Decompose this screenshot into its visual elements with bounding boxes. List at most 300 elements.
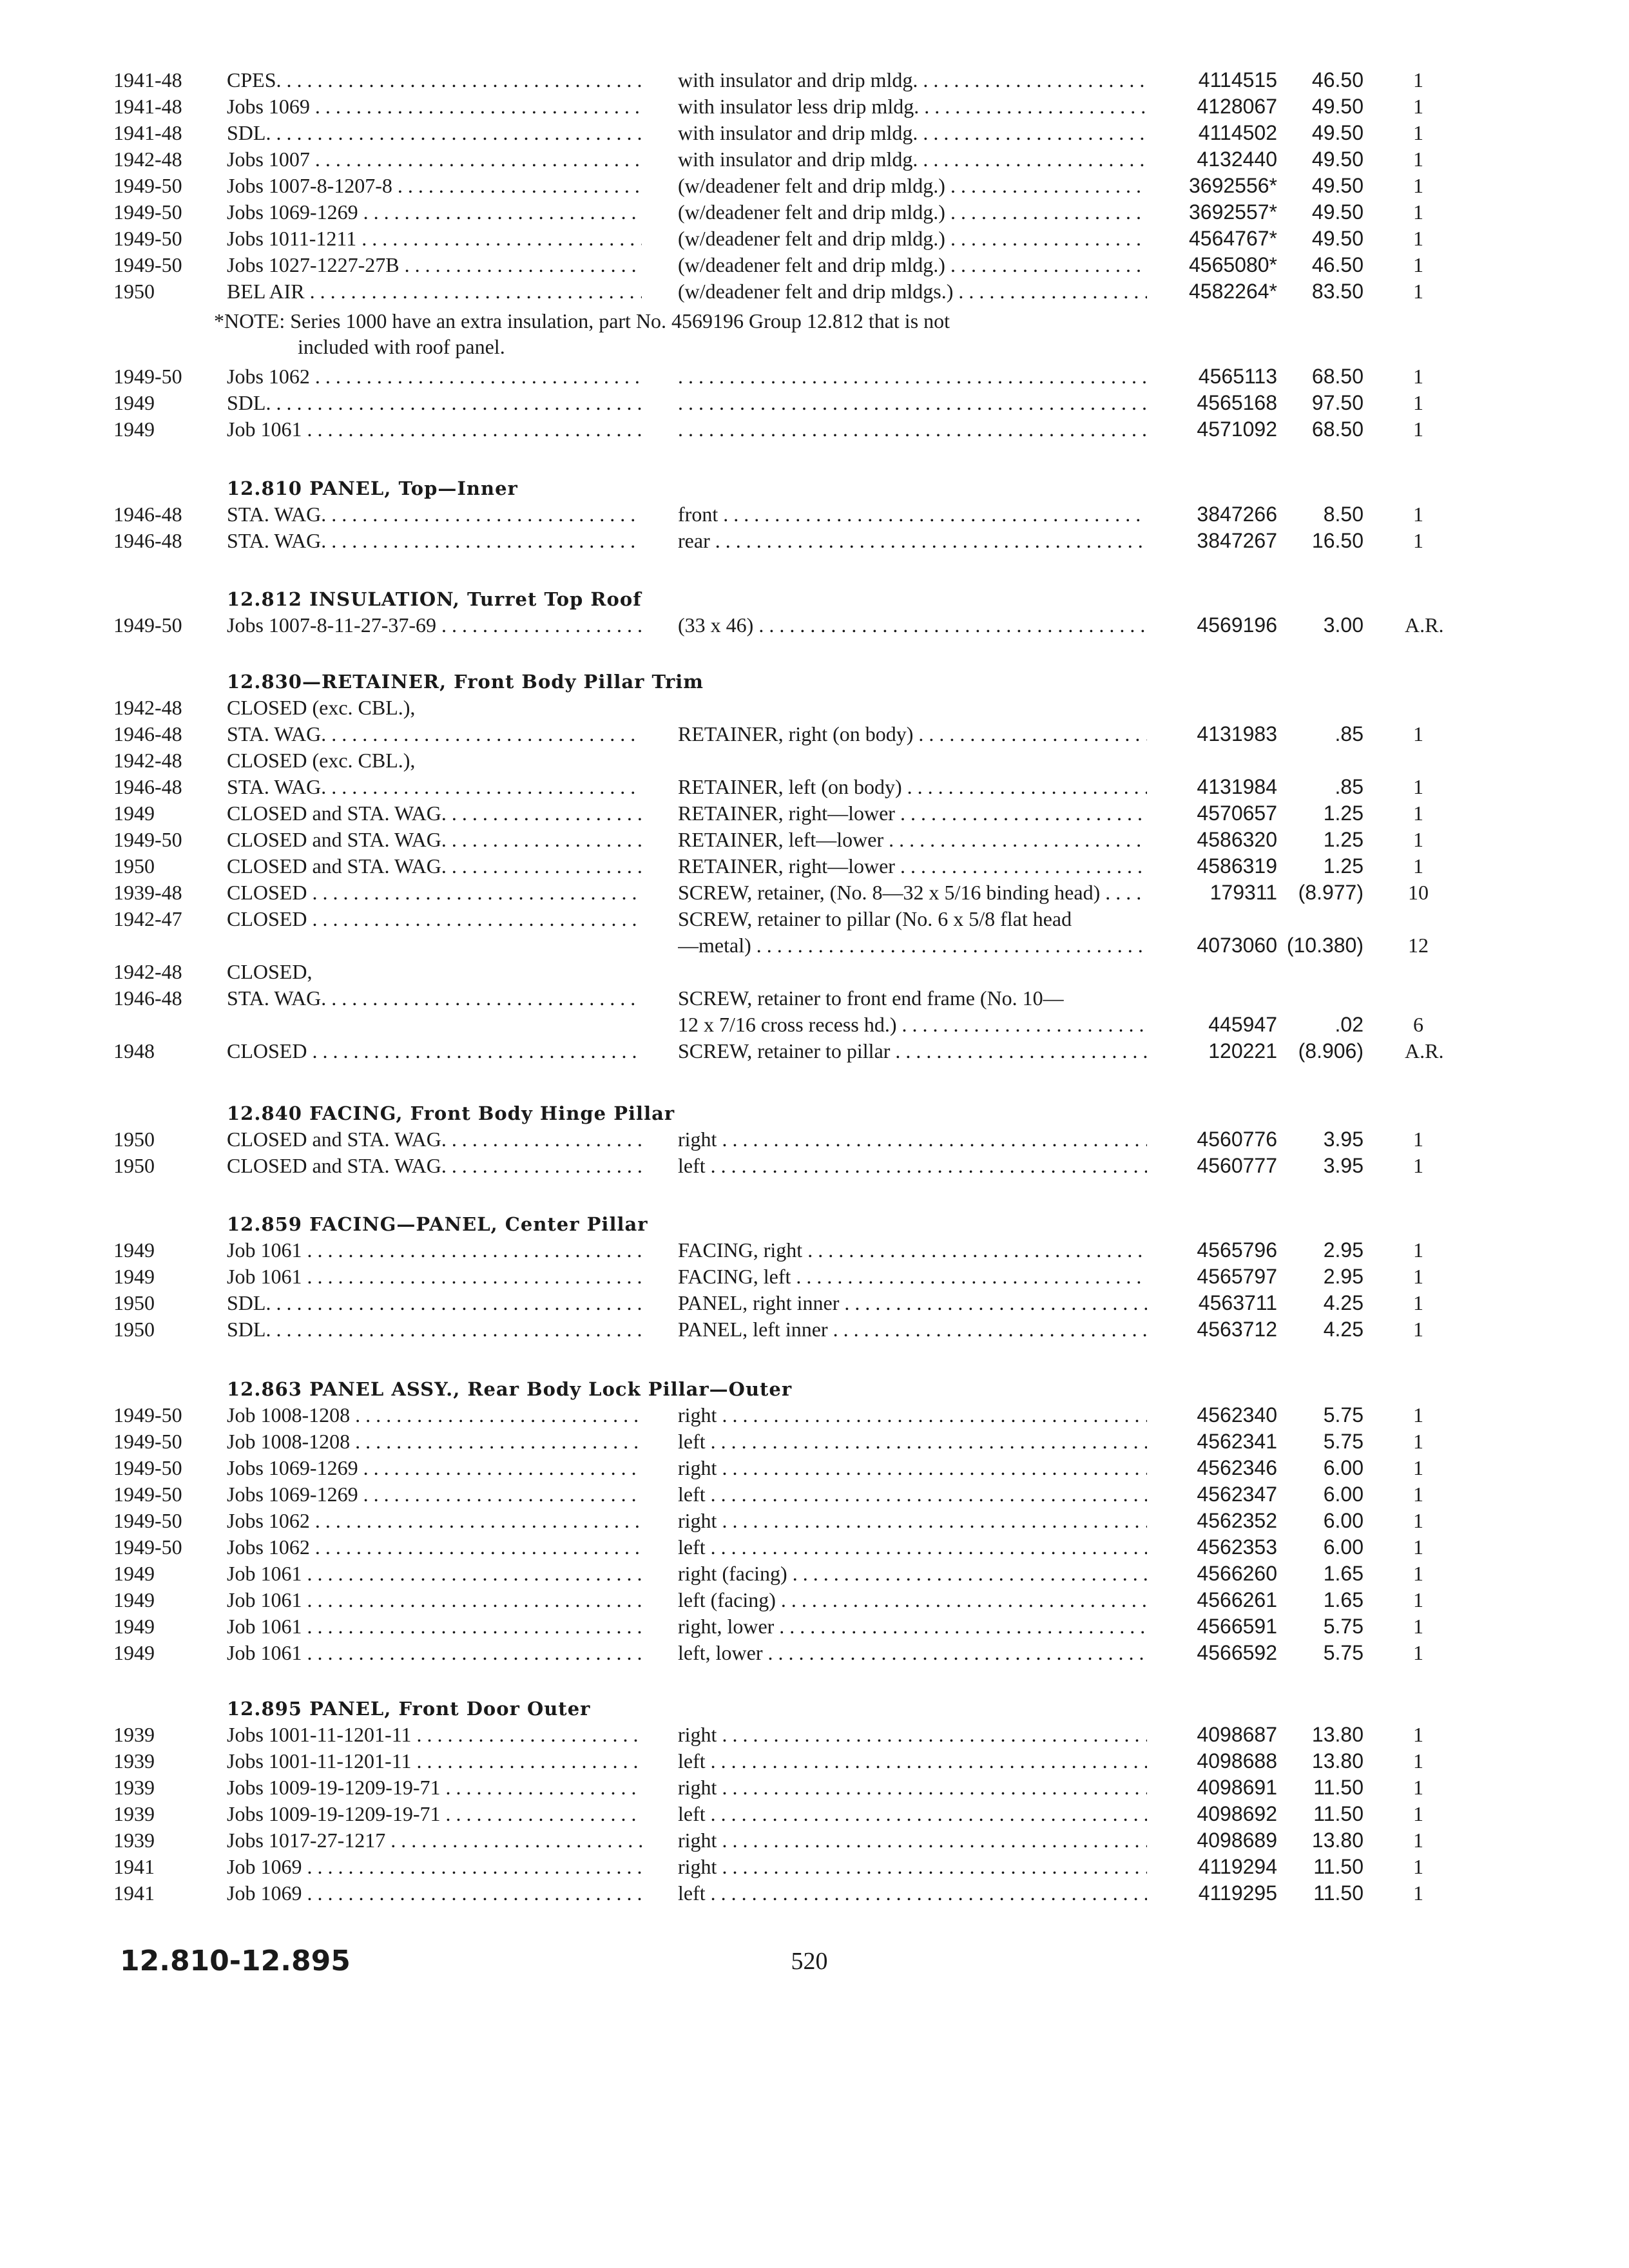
- row-quantity: 1: [1413, 280, 1423, 303]
- row-model: CLOSED and STA. WAG. . . .: [227, 800, 642, 826]
- row-year: 1939: [113, 1802, 155, 1825]
- row-description: right . . .: [678, 1126, 1147, 1152]
- row-description: PANEL, right inner . . .: [678, 1290, 1147, 1316]
- section-heading: 12.859 FACING—PANEL, Center Pillar: [227, 1213, 648, 1235]
- row-quantity: 1: [1413, 200, 1423, 224]
- row-model: STA. WAG. . . .: [227, 528, 642, 553]
- row-price: 1.25: [1323, 828, 1364, 851]
- row-quantity: 1: [1413, 174, 1423, 197]
- row-year: 1949-50: [113, 1456, 182, 1479]
- row-price: 11.50: [1313, 1855, 1364, 1878]
- row-price: 13.80: [1311, 1749, 1364, 1773]
- row-part-number: 4119294: [1198, 1855, 1277, 1878]
- row-description: RETAINER, right—lower . . .: [678, 800, 1147, 826]
- row-description: RETAINER, right—lower . . .: [678, 853, 1147, 879]
- row-year: 1946-48: [113, 503, 182, 526]
- row-price: (8.906): [1298, 1039, 1364, 1062]
- row-model: Job 1061 . . .: [227, 416, 642, 442]
- row-quantity: 6: [1413, 1013, 1423, 1036]
- row-part-number: 4560776: [1197, 1128, 1277, 1151]
- row-part-number: 4566592: [1197, 1641, 1277, 1664]
- row-price: .85: [1335, 722, 1364, 745]
- row-price: 5.75: [1323, 1615, 1364, 1638]
- row-part-number: 4565113: [1198, 365, 1277, 388]
- row-model: BEL AIR . . .: [227, 278, 642, 304]
- row-part-number: 4098687: [1197, 1723, 1277, 1746]
- row-quantity: 1: [1413, 1535, 1423, 1559]
- row-price: 4.25: [1323, 1318, 1364, 1341]
- row-model: CLOSED . . .: [227, 879, 642, 905]
- row-description: right . . .: [678, 1722, 1147, 1747]
- row-year: 1942-48: [113, 148, 182, 171]
- row-part-number: 4569196: [1197, 613, 1277, 637]
- row-year: 1949: [113, 1588, 155, 1611]
- row-model: CLOSED and STA. WAG. . . .: [227, 1126, 642, 1152]
- row-description: FACING, right . . .: [678, 1237, 1147, 1263]
- row-year: 1949: [113, 391, 155, 414]
- row-model: Jobs 1007 . . .: [227, 146, 642, 172]
- row-model: Jobs 1069-1269 . . .: [227, 1455, 642, 1481]
- row-quantity: A.R.: [1405, 613, 1444, 637]
- row-price: 11.50: [1313, 1776, 1364, 1799]
- row-model: Job 1069 . . .: [227, 1880, 642, 1906]
- row-model: Job 1061 . . .: [227, 1264, 642, 1289]
- row-price: 11.50: [1313, 1881, 1364, 1905]
- row-quantity: 1: [1413, 529, 1423, 552]
- row-price: 49.50: [1311, 121, 1364, 144]
- row-year: 1946-48: [113, 986, 182, 1010]
- row-quantity: 1: [1413, 1776, 1423, 1799]
- row-price: 13.80: [1311, 1829, 1364, 1852]
- row-description: right . . .: [678, 1402, 1147, 1428]
- section-heading: 12.895 PANEL, Front Door Outer: [227, 1698, 591, 1720]
- page-number: 520: [791, 1948, 828, 1975]
- row-price: 83.50: [1311, 280, 1364, 303]
- row-year: 1950: [113, 1154, 155, 1177]
- section-heading: 12.810 PANEL, Top—Inner: [227, 477, 518, 499]
- row-part-number: 3847266: [1197, 503, 1277, 526]
- row-year: 1950: [113, 280, 155, 303]
- row-model: Job 1008-1208 . . .: [227, 1428, 642, 1454]
- row-part-number: 4565168: [1197, 391, 1277, 414]
- row-price: 1.65: [1323, 1562, 1364, 1585]
- row-description: left . . .: [678, 1801, 1147, 1827]
- row-model: Jobs 1009-19-1209-19-71 . . .: [227, 1774, 642, 1800]
- row-model: Jobs 1009-19-1209-19-71 . . .: [227, 1801, 642, 1827]
- row-price: 49.50: [1311, 200, 1364, 224]
- row-part-number: 4098688: [1197, 1749, 1277, 1773]
- row-year: 1949-50: [113, 227, 182, 250]
- row-year: 1949: [113, 1265, 155, 1288]
- row-model: SDL. . . .: [227, 1316, 642, 1342]
- row-part-number: 4570657: [1197, 802, 1277, 825]
- row-year: 1949: [113, 1238, 155, 1262]
- row-model: Job 1069 . . .: [227, 1854, 642, 1879]
- row-part-number: 3847267: [1197, 529, 1277, 552]
- row-part-number: 445947: [1208, 1013, 1277, 1036]
- row-part-number: 4586319: [1197, 854, 1277, 878]
- row-description: left . . .: [678, 1534, 1147, 1560]
- row-quantity: 1: [1413, 1829, 1423, 1852]
- section-heading: 12.830—RETAINER, Front Body Pillar Trim: [227, 671, 704, 693]
- row-quantity: 1: [1413, 802, 1423, 825]
- row-quantity: 1: [1413, 1483, 1423, 1506]
- row-price: 11.50: [1313, 1802, 1364, 1825]
- row-part-number: 4565796: [1197, 1238, 1277, 1262]
- row-price: 13.80: [1311, 1723, 1364, 1746]
- row-price: 6.00: [1323, 1509, 1364, 1532]
- row-quantity: 1: [1413, 1749, 1423, 1773]
- row-description: —metal) . . .: [678, 932, 1147, 958]
- row-description: left (facing) . . .: [678, 1587, 1147, 1613]
- row-part-number: 4571092: [1197, 418, 1277, 441]
- row-quantity: 1: [1413, 1265, 1423, 1288]
- row-part-number: 4565080*: [1188, 253, 1277, 276]
- row-part-number: 4114515: [1198, 68, 1277, 91]
- row-model: CLOSED and STA. WAG. . . .: [227, 827, 642, 852]
- row-price: (10.380): [1286, 934, 1364, 957]
- row-description: left . . .: [678, 1428, 1147, 1454]
- row-year: 1942-47: [113, 907, 182, 930]
- row-price: 2.95: [1323, 1238, 1364, 1262]
- note-text-continued: included with roof panel.: [298, 335, 505, 358]
- row-price: 46.50: [1311, 68, 1364, 91]
- row-quantity: 1: [1413, 95, 1423, 118]
- row-year: 1949-50: [113, 253, 182, 276]
- row-price: 3.00: [1323, 613, 1364, 637]
- row-price: 68.50: [1311, 418, 1364, 441]
- row-description: right . . .: [678, 1854, 1147, 1879]
- row-quantity: 12: [1408, 934, 1429, 957]
- row-model: CLOSED (exc. CBL.),: [227, 749, 416, 772]
- row-year: 1949-50: [113, 1403, 182, 1427]
- row-quantity: 1: [1413, 1318, 1423, 1341]
- row-model: Jobs 1001-11-1201-11 . . .: [227, 1722, 642, 1747]
- row-part-number: 4098689: [1197, 1829, 1277, 1852]
- row-price: 68.50: [1311, 365, 1364, 388]
- row-description: rear . . .: [678, 528, 1147, 553]
- row-quantity: 1: [1413, 1802, 1423, 1825]
- row-quantity: 1: [1413, 1128, 1423, 1151]
- row-description: RETAINER, left—lower . . .: [678, 827, 1147, 852]
- row-year: 1941: [113, 1881, 155, 1905]
- row-model: Jobs 1069 . . .: [227, 93, 642, 119]
- row-price: (8.977): [1298, 881, 1364, 904]
- row-part-number: 4563711: [1198, 1291, 1277, 1314]
- row-price: 5.75: [1323, 1403, 1364, 1427]
- row-price: 6.00: [1323, 1456, 1364, 1479]
- row-quantity: 1: [1413, 1562, 1423, 1585]
- row-part-number: 4562347: [1197, 1483, 1277, 1506]
- row-quantity: 1: [1413, 775, 1423, 798]
- row-year: 1939: [113, 1829, 155, 1852]
- row-model: SDL. . . .: [227, 390, 642, 416]
- row-price: 6.00: [1323, 1483, 1364, 1506]
- row-description: (33 x 46) . . .: [678, 612, 1147, 638]
- row-model: SDL. . . .: [227, 1290, 642, 1316]
- row-part-number: 4562352: [1197, 1509, 1277, 1532]
- row-model: Jobs 1001-11-1201-11 . . .: [227, 1748, 642, 1774]
- row-model: STA. WAG. . . .: [227, 501, 642, 527]
- row-description: left, lower . . .: [678, 1640, 1147, 1666]
- row-model: STA. WAG. . . .: [227, 721, 642, 747]
- section-heading: 12.840 FACING, Front Body Hinge Pillar: [227, 1102, 675, 1124]
- row-price: 49.50: [1311, 95, 1364, 118]
- row-year: 1949-50: [113, 1483, 182, 1506]
- row-description: PANEL, left inner . . .: [678, 1316, 1147, 1342]
- row-quantity: 1: [1413, 1881, 1423, 1905]
- row-price: 3.95: [1323, 1154, 1364, 1177]
- row-model: CLOSED,: [227, 960, 313, 983]
- row-part-number: 4562340: [1197, 1403, 1277, 1427]
- row-price: 2.95: [1323, 1265, 1364, 1288]
- row-model: STA. WAG. . . .: [227, 774, 642, 800]
- row-description: (w/deadener felt and drip mldg.) . . .: [678, 199, 1147, 225]
- row-part-number: 4132440: [1197, 148, 1277, 171]
- row-description: with insulator and drip mldg. . . .: [678, 146, 1147, 172]
- row-model: STA. WAG. . . .: [227, 985, 642, 1011]
- row-description: left . . .: [678, 1748, 1147, 1774]
- row-quantity: 10: [1408, 881, 1429, 904]
- row-description: right . . .: [678, 1774, 1147, 1800]
- row-part-number: 3692556*: [1188, 174, 1277, 197]
- row-description: right . . .: [678, 1455, 1147, 1481]
- section-heading: 12.812 INSULATION, Turret Top Roof: [227, 588, 642, 610]
- row-year: 1949-50: [113, 174, 182, 197]
- row-quantity: 1: [1413, 227, 1423, 250]
- row-part-number: 4565797: [1197, 1265, 1277, 1288]
- row-price: .85: [1335, 775, 1364, 798]
- row-model: Jobs 1007-8-1207-8 . . .: [227, 173, 642, 198]
- row-model: Job 1061 . . .: [227, 1587, 642, 1613]
- row-year: 1946-48: [113, 722, 182, 745]
- row-quantity: 1: [1413, 1430, 1423, 1453]
- row-part-number: 4073060: [1197, 934, 1277, 957]
- row-model: CLOSED . . .: [227, 1038, 642, 1064]
- row-part-number: 120221: [1208, 1039, 1277, 1062]
- row-description: SCREW, retainer to pillar . . .: [678, 1038, 1147, 1064]
- row-part-number: 4131983: [1197, 722, 1277, 745]
- row-model: Jobs 1027-1227-27B . . .: [227, 252, 642, 278]
- row-price: 5.75: [1323, 1430, 1364, 1453]
- row-price: 1.25: [1323, 854, 1364, 878]
- row-model: Job 1008-1208 . . .: [227, 1402, 642, 1428]
- row-price: 49.50: [1311, 174, 1364, 197]
- row-part-number: 4562346: [1197, 1456, 1277, 1479]
- row-quantity: 1: [1413, 828, 1423, 851]
- row-part-number: 4566261: [1197, 1588, 1277, 1611]
- row-description: with insulator and drip mldg. . . .: [678, 120, 1147, 146]
- row-year: 1946-48: [113, 529, 182, 552]
- row-part-number: 4560777: [1197, 1154, 1277, 1177]
- row-part-number: 4582264*: [1188, 280, 1277, 303]
- row-year: 1949-50: [113, 365, 182, 388]
- row-quantity: 1: [1413, 121, 1423, 144]
- row-description: right (facing) . . .: [678, 1561, 1147, 1586]
- row-description: right . . .: [678, 1827, 1147, 1853]
- row-model: CLOSED (exc. CBL.),: [227, 696, 416, 719]
- row-quantity: 1: [1413, 1291, 1423, 1314]
- row-description: RETAINER, right (on body) . . .: [678, 721, 1147, 747]
- row-year: 1941-48: [113, 95, 182, 118]
- row-model: Job 1061 . . .: [227, 1561, 642, 1586]
- row-part-number: 4563712: [1197, 1318, 1277, 1341]
- row-part-number: 4098691: [1197, 1776, 1277, 1799]
- row-quantity: 1: [1413, 1615, 1423, 1638]
- row-description: (w/deadener felt and drip mldgs.) . . .: [678, 278, 1147, 304]
- row-year: 1949-50: [113, 613, 182, 637]
- row-year: 1949-50: [113, 1535, 182, 1559]
- note-text: *NOTE: Series 1000 have an extra insulation, part No. 4569196 Group 12.812 that is not: [214, 309, 950, 332]
- section-heading: 12.863 PANEL ASSY., Rear Body Lock Pillar—Outer: [227, 1378, 793, 1400]
- row-model: CLOSED and STA. WAG. . . .: [227, 1153, 642, 1178]
- row-year: 1941-48: [113, 68, 182, 91]
- row-description: right, lower . . .: [678, 1613, 1147, 1639]
- row-part-number: 4114502: [1198, 121, 1277, 144]
- row-price: 49.50: [1311, 227, 1364, 250]
- row-quantity: 1: [1413, 1238, 1423, 1262]
- row-model: Job 1061 . . .: [227, 1613, 642, 1639]
- row-part-number: 4131984: [1197, 775, 1277, 798]
- row-model: Jobs 1011-1211 . . .: [227, 226, 642, 251]
- row-year: 1941-48: [113, 121, 182, 144]
- row-model: Job 1061 . . .: [227, 1237, 642, 1263]
- row-description: (w/deadener felt and drip mldg.) . . .: [678, 173, 1147, 198]
- row-description: left . . .: [678, 1481, 1147, 1507]
- row-price: 8.50: [1323, 503, 1364, 526]
- row-year: 1939-48: [113, 881, 182, 904]
- row-part-number: 4128067: [1197, 95, 1277, 118]
- row-quantity: 1: [1413, 1723, 1423, 1746]
- row-year: 1942-48: [113, 749, 182, 772]
- row-description: SCREW, retainer to pillar (No. 6 x 5/8 flat head: [678, 907, 1072, 930]
- row-model: CLOSED and STA. WAG. . . .: [227, 853, 642, 879]
- row-part-number: 4098692: [1197, 1802, 1277, 1825]
- row-part-number: 179311: [1210, 881, 1277, 904]
- row-description: FACING, left . . .: [678, 1264, 1147, 1289]
- row-description: with insulator and drip mldg. . . .: [678, 67, 1147, 93]
- row-quantity: 1: [1413, 253, 1423, 276]
- row-description: SCREW, retainer to front end frame (No. 10—: [678, 986, 1064, 1010]
- row-year: 1942-48: [113, 960, 182, 983]
- row-model: Jobs 1062 . . .: [227, 363, 642, 389]
- row-year: 1949-50: [113, 1509, 182, 1532]
- row-quantity: 1: [1413, 418, 1423, 441]
- row-year: 1948: [113, 1039, 155, 1062]
- row-year: 1939: [113, 1723, 155, 1746]
- row-year: 1949: [113, 418, 155, 441]
- row-leader-dots: [678, 363, 1147, 389]
- row-description: with insulator less drip mldg. . . .: [678, 93, 1147, 119]
- row-year: 1950: [113, 1318, 155, 1341]
- row-quantity: 1: [1413, 1154, 1423, 1177]
- row-description: SCREW, retainer, (No. 8—32 x 5/16 binding head) . . .: [678, 879, 1147, 905]
- row-year: 1941: [113, 1855, 155, 1878]
- row-part-number: 4586320: [1197, 828, 1277, 851]
- page-range-label: 12.810-12.895: [120, 1945, 351, 1977]
- row-year: 1939: [113, 1749, 155, 1773]
- row-part-number: 4566260: [1197, 1562, 1277, 1585]
- row-quantity: 1: [1413, 854, 1423, 878]
- row-price: 97.50: [1311, 391, 1364, 414]
- row-part-number: 4562341: [1197, 1430, 1277, 1453]
- row-price: 46.50: [1311, 253, 1364, 276]
- row-part-number: 4564767*: [1188, 227, 1277, 250]
- row-year: 1949: [113, 802, 155, 825]
- row-year: 1950: [113, 854, 155, 878]
- row-quantity: 1: [1413, 1641, 1423, 1664]
- row-price: 1.65: [1323, 1588, 1364, 1611]
- row-price: 49.50: [1311, 148, 1364, 171]
- row-year: 1939: [113, 1776, 155, 1799]
- row-quantity: A.R.: [1405, 1039, 1444, 1062]
- row-year: 1949: [113, 1562, 155, 1585]
- row-year: 1946-48: [113, 775, 182, 798]
- row-model: SDL. . . .: [227, 120, 642, 146]
- row-model: Jobs 1069-1269 . . .: [227, 199, 642, 225]
- row-quantity: 1: [1413, 1403, 1423, 1427]
- row-quantity: 1: [1413, 391, 1423, 414]
- row-price: 1.25: [1323, 802, 1364, 825]
- row-quantity: 1: [1413, 365, 1423, 388]
- row-description: (w/deadener felt and drip mldg.) . . .: [678, 252, 1147, 278]
- row-price: .02: [1335, 1013, 1364, 1036]
- row-price: 16.50: [1311, 529, 1364, 552]
- row-description: (w/deadener felt and drip mldg.) . . .: [678, 226, 1147, 251]
- row-year: 1950: [113, 1291, 155, 1314]
- row-quantity: 1: [1413, 1509, 1423, 1532]
- row-year: 1949-50: [113, 1430, 182, 1453]
- row-model: CLOSED . . .: [227, 906, 642, 932]
- row-description: front . . .: [678, 501, 1147, 527]
- row-price: 3.95: [1323, 1128, 1364, 1151]
- row-part-number: 4119295: [1198, 1881, 1277, 1905]
- row-model: CPES. . . .: [227, 67, 642, 93]
- row-quantity: 1: [1413, 503, 1423, 526]
- row-description: left . . .: [678, 1153, 1147, 1178]
- row-model: Jobs 1062 . . .: [227, 1508, 642, 1533]
- row-leader-dots: [678, 416, 1147, 442]
- row-model: Job 1061 . . .: [227, 1640, 642, 1666]
- row-part-number: 4562353: [1197, 1535, 1277, 1559]
- row-model: Jobs 1017-27-1217 . . .: [227, 1827, 642, 1853]
- row-description: 12 x 7/16 cross recess hd.) . . .: [678, 1012, 1147, 1037]
- row-description: left . . .: [678, 1880, 1147, 1906]
- row-model: Jobs 1007-8-11-27-37-69 . . .: [227, 612, 642, 638]
- row-year: 1949-50: [113, 200, 182, 224]
- row-year: 1950: [113, 1128, 155, 1151]
- row-quantity: 1: [1413, 68, 1423, 91]
- row-description: RETAINER, left (on body) . . .: [678, 774, 1147, 800]
- row-quantity: 1: [1413, 1855, 1423, 1878]
- row-quantity: 1: [1413, 722, 1423, 745]
- row-model: Jobs 1069-1269 . . .: [227, 1481, 642, 1507]
- row-quantity: 1: [1413, 1588, 1423, 1611]
- row-model: Jobs 1062 . . .: [227, 1534, 642, 1560]
- row-price: 5.75: [1323, 1641, 1364, 1664]
- row-part-number: 4566591: [1197, 1615, 1277, 1638]
- row-year: 1949-50: [113, 828, 182, 851]
- row-year: 1949: [113, 1641, 155, 1664]
- row-description: right . . .: [678, 1508, 1147, 1533]
- row-leader-dots: [678, 390, 1147, 416]
- row-year: 1949: [113, 1615, 155, 1638]
- row-price: 6.00: [1323, 1535, 1364, 1559]
- row-price: 4.25: [1323, 1291, 1364, 1314]
- row-quantity: 1: [1413, 148, 1423, 171]
- row-quantity: 1: [1413, 1456, 1423, 1479]
- row-part-number: 3692557*: [1188, 200, 1277, 224]
